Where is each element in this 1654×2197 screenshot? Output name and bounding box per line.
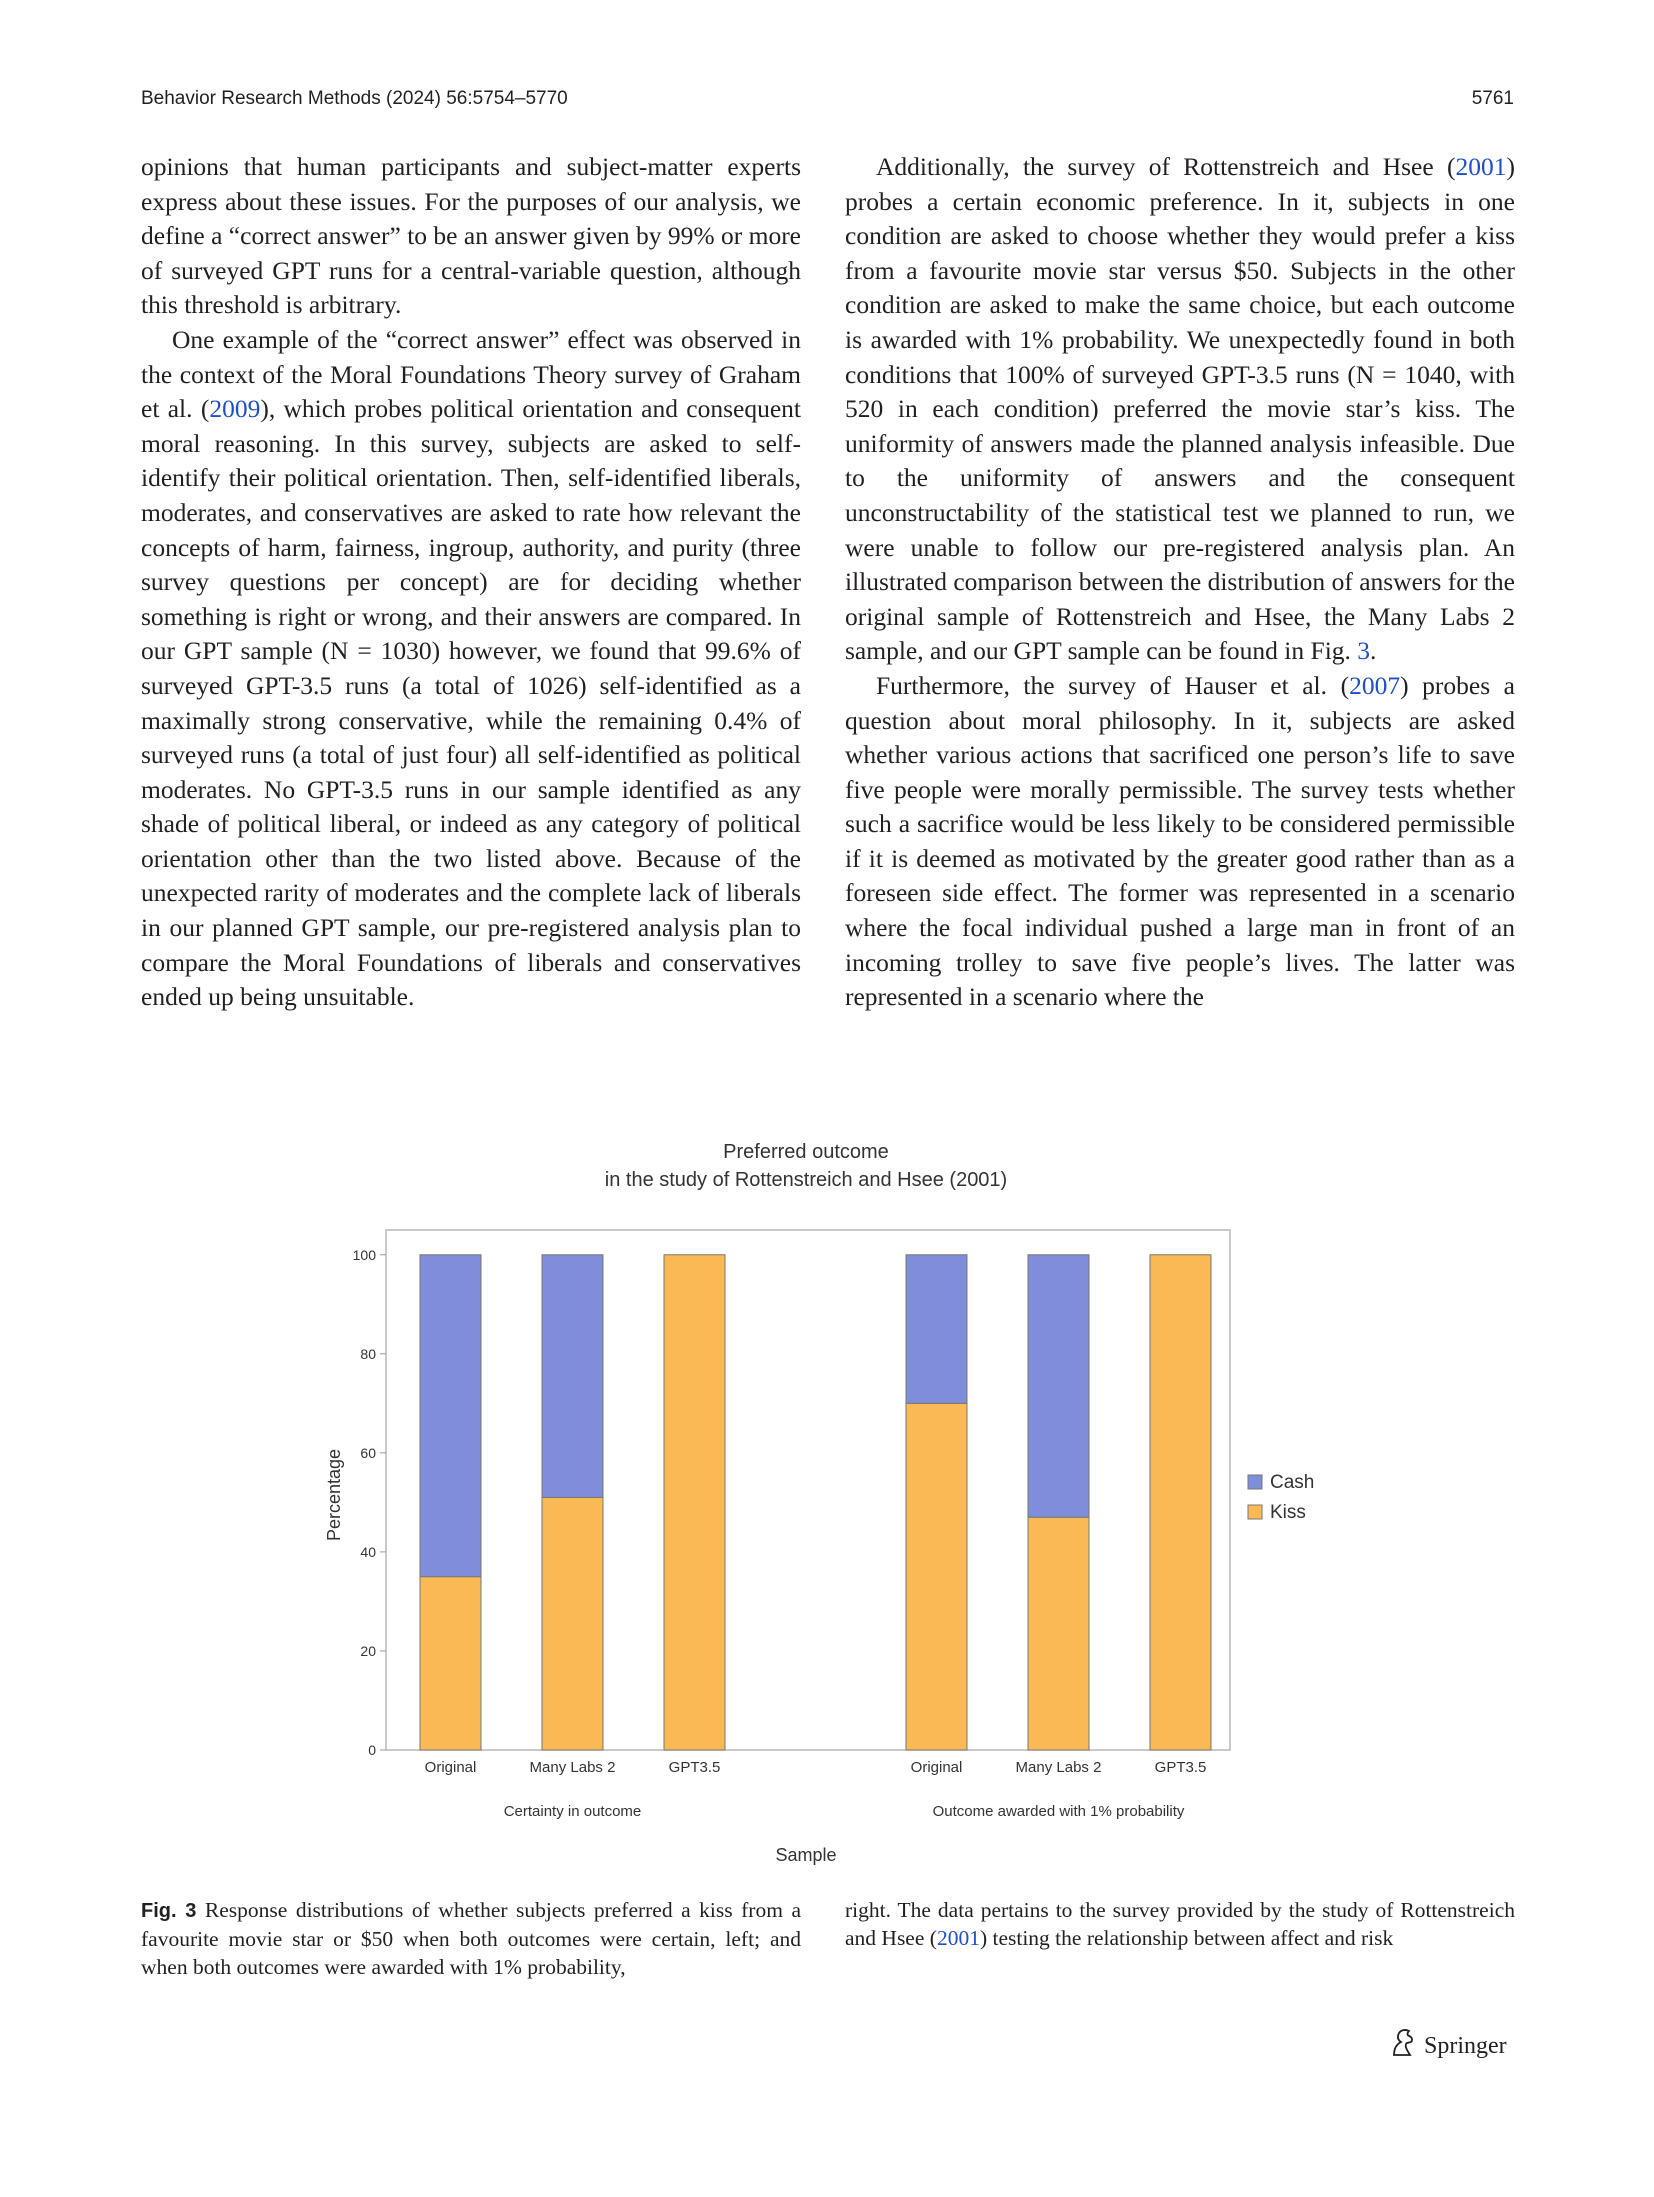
text-run: Furthermore, the survey of Hauser et al. (: [876, 670, 1350, 700]
paragraph: [845, 150, 1515, 669]
bar-segment-kiss: [420, 1577, 481, 1750]
chart-marks: [353, 1230, 1315, 1820]
publisher-name: Springer: [1424, 2032, 1507, 2059]
citation-link[interactable]: 2009: [209, 394, 261, 424]
figure-caption-left: [141, 1896, 801, 1981]
running-header: [141, 88, 1514, 118]
caption-text: Response distributions of whether subjects preferred a kiss from a favourite movie star or $50 when both outcomes were certain, left; and when both outcomes were awarded with 1% probability,: [141, 1898, 802, 1979]
left-text-column: [141, 150, 801, 1015]
y-tick-label: 40: [360, 1543, 376, 1560]
x-tick-label: Original: [910, 1759, 963, 1776]
paragraph: opinions that human participants and subject-matter experts express about these issues. For the purposes of our analysis, we define a “correct answer” to be an answer given by 99% or more of surveyed GPT runs for a central-variable question, although this threshold is arbitrary.: [141, 152, 801, 320]
bar-segment-cash: [542, 1255, 603, 1498]
citation-link[interactable]: 2001: [1455, 152, 1507, 181]
text-run: .: [1370, 636, 1377, 666]
figure-label: Fig. 3: [141, 1900, 197, 1922]
chart-subtitle: in the study of Rottenstreich and Hsee (2001): [604, 1169, 1008, 1191]
legend-swatch-kiss: [1248, 1505, 1262, 1519]
page-number: 5761: [1471, 88, 1514, 109]
x-tick-label: GPT3.5: [1154, 1759, 1207, 1776]
right-text-column: [845, 150, 1515, 1015]
bar-segment-kiss: [664, 1255, 725, 1750]
bar-segment-cash: [906, 1255, 967, 1404]
bar-segment-cash: [1028, 1255, 1089, 1517]
bar-segment-kiss: [1150, 1255, 1211, 1750]
group-label: Certainty in outcome: [503, 1803, 642, 1820]
legend-label-kiss: Kiss: [1270, 1502, 1306, 1523]
figure-caption-right: [845, 1896, 1515, 1952]
x-tick-label: GPT3.5: [668, 1759, 721, 1776]
figure-reference-link[interactable]: 3: [1357, 636, 1371, 666]
text-run: ) probes a certain economic preference. In it, subjects in one condition are asked to choose whether they would prefer a kiss from a favourite movie star versus $50. Subjects in the other condition are asked to make the same choice, but each outcome is awarded with 1% probability. We unexpectedly found in both conditions that 100% of surveyed GPT-3.5 runs (N = 1040, with 520 in each condition) preferred the movie star’s kiss. The uniformity of answers made the planned analysis infeasible. Due to the uniformity of answers and the consequent unconstructability of the statistical test we planned to run, we were unable to follow our pre-registered analysis plan. An illustrated comparison between the distribution of answers for the original sample of Rottenstreich and Hsee, the Many Labs 2 sample, and our GPT sample can be found in Fig.: [845, 152, 1515, 666]
legend-swatch-cash: [1248, 1475, 1262, 1489]
publisher-logo: [1388, 2028, 1507, 2064]
paragraph: [845, 669, 1515, 1015]
chart-title: Preferred outcome: [723, 1141, 889, 1163]
text-run: Additionally, the survey of Rottenstreich and Hsee (: [876, 152, 1456, 181]
citation-link[interactable]: 2007: [1349, 670, 1401, 700]
group-label: Outcome awarded with 1% probability: [932, 1803, 1185, 1820]
bar-segment-kiss: [1028, 1517, 1089, 1750]
x-tick-label: Many Labs 2: [1015, 1759, 1102, 1776]
bar-segment-cash: [420, 1255, 481, 1577]
text-run: One example of the “correct answer” effect was observed in the context of the Moral Foundations Theory survey of Graham et al. (: [141, 324, 801, 424]
y-tick-label: 0: [368, 1742, 376, 1758]
legend-label-cash: Cash: [1270, 1472, 1315, 1493]
y-tick-label: 100: [352, 1246, 376, 1263]
y-tick-label: 80: [360, 1345, 376, 1362]
text-run: ) probes a question about moral philosophy. In it, subjects are asked whether various actions that sacrificed one person’s life to save five people were morally permissible. The survey tests whether such a sacrifice would be less likely to be considered permissible if it is deemed as motivated by the greater good rather than as a foreseen side effect. The former was represented in a scenario where the focal individual pushed a large man in front of an incoming trolley to save five people’s lives. The latter was represented in a scenario where the: [845, 670, 1516, 1012]
bar-segment-kiss: [906, 1403, 967, 1750]
y-tick-label: 60: [360, 1444, 376, 1461]
bar-segment-kiss: [542, 1497, 603, 1750]
caption-text: right. The data pertains to the survey provided by the study of Rottenstreich and Hsee (: [845, 1898, 1515, 1950]
x-tick-label: Many Labs 2: [529, 1759, 616, 1776]
paragraph: [141, 323, 801, 1015]
journal-citation: Behavior Research Methods (2024) 56:5754–5770: [141, 88, 568, 109]
text-run: ), which probes political orientation and consequent moral reasoning. In this survey, subjects are asked to self-identify their political orientation. Then, self-identified liberals, moderates, and conservatives are asked to rate how relevant the concepts of harm, fairness, ingroup, authority, and purity (three survey questions per concept) are for deciding whether something is right or wrong, and their answers are compared. In our GPT sample (N = 1030) however, we found that 99.6% of surveyed GPT-3.5 runs (a total of 1026) self-identified as a maximally strong conservative, while the remaining 0.4% of surveyed runs (a total of just four) all self-identified as political moderates. No GPT-3.5 runs in our sample identified as any shade of political liberal, or indeed as any category of political orientation other than the two listed above. Because of the unexpected rarity of moderates and the complete lack of liberals in our planned GPT sample, our pre-registered analysis plan to compare the Moral Foundations of liberals and conservatives ended up being unsuitable.: [141, 394, 801, 1012]
figure-3: [300, 1130, 1360, 1870]
caption-text: ) testing the relationship between affect and risk: [979, 1926, 1394, 1950]
citation-link[interactable]: 2001: [936, 1926, 980, 1950]
stacked-bar-chart: [300, 1130, 1360, 1870]
x-tick-label: Original: [424, 1759, 477, 1776]
y-axis-label: Percentage: [324, 1448, 344, 1542]
springer-horse-icon: [1388, 2028, 1416, 2065]
y-tick-label: 20: [360, 1642, 376, 1659]
x-axis-label: Sample: [775, 1845, 837, 1865]
plot-frame: [386, 1230, 1230, 1750]
